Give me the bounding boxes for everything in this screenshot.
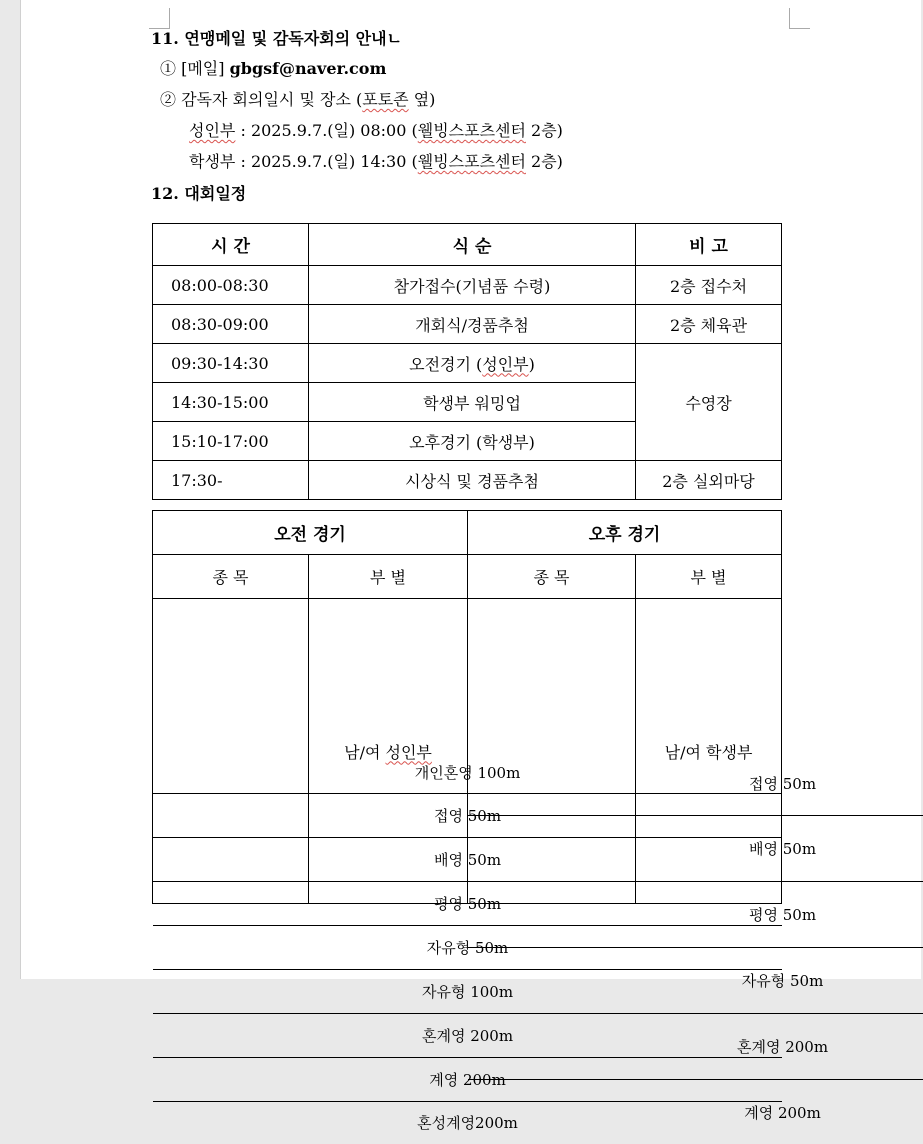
student-meeting-line bbox=[189, 152, 563, 172]
afternoon-events-list bbox=[468, 751, 923, 1144]
section11-title: 11. 연맹메일 및 감독자회의 안내ㄴ bbox=[151, 29, 402, 49]
morning-header: 오전 경기 bbox=[153, 511, 468, 555]
list-item: 혼계영 200m bbox=[153, 1013, 782, 1057]
row-time: 08:00-08:30 bbox=[153, 266, 309, 305]
crop-mark-top-right bbox=[789, 8, 810, 29]
row-item bbox=[309, 344, 636, 383]
morning-events-cell bbox=[153, 599, 309, 904]
morning-division-name: 성인부 bbox=[386, 743, 432, 762]
row-note: 2층 실외마당 bbox=[636, 461, 782, 500]
events-body-row bbox=[153, 599, 782, 904]
meeting-title-pre: ② 감독자 회의일시 및 장소 ( bbox=[160, 90, 362, 109]
adult-label: 성인부 bbox=[189, 121, 235, 140]
list-item: 계영 200m bbox=[468, 1080, 923, 1144]
student-floor: 2층) bbox=[526, 152, 563, 171]
morning-col-event: 종 목 bbox=[153, 555, 309, 599]
row-time: 09:30-14:30 bbox=[153, 344, 309, 383]
table-row bbox=[153, 305, 782, 344]
row-item-pre: 오전경기 ( bbox=[409, 355, 482, 374]
row-time: 17:30- bbox=[153, 461, 309, 500]
header-program: 식 순 bbox=[309, 224, 636, 266]
student-venue: 웰빙스포츠센터 bbox=[418, 152, 526, 171]
list-item: 배영 50m bbox=[468, 816, 923, 882]
table-row bbox=[153, 266, 782, 305]
row-note: 2층 체육관 bbox=[636, 305, 782, 344]
mail-line bbox=[160, 59, 386, 79]
meeting-title-post: 옆) bbox=[409, 90, 436, 109]
row-time: 14:30-15:00 bbox=[153, 383, 309, 422]
row-item: 오후경기 (학생부) bbox=[309, 422, 636, 461]
schedule-header-row bbox=[153, 224, 782, 266]
header-time: 시 간 bbox=[153, 224, 309, 266]
adult-meeting-line bbox=[189, 121, 563, 141]
morning-division-pre: 남/여 bbox=[344, 743, 385, 762]
row-note: 2층 접수처 bbox=[636, 266, 782, 305]
row-time: 15:10-17:00 bbox=[153, 422, 309, 461]
list-item: 자유형 100m bbox=[153, 969, 782, 1013]
row-item: 참가접수(기념품 수령) bbox=[309, 266, 636, 305]
row-item: 개회식/경품추첨 bbox=[309, 305, 636, 344]
section12-title: 12. 대회일정 bbox=[151, 184, 246, 204]
adult-info: : 2025.9.7.(일) 08:00 ( bbox=[235, 121, 417, 140]
afternoon-events-cell bbox=[468, 599, 636, 904]
meeting-title-spot: 포토존 bbox=[362, 90, 408, 109]
row-item: 시상식 및 경품추첨 bbox=[309, 461, 636, 500]
afternoon-col-division: 부 별 bbox=[636, 555, 782, 599]
table-row bbox=[153, 461, 782, 500]
row-item-post: ) bbox=[529, 355, 535, 374]
adult-venue: 웰빙스포츠센터 bbox=[418, 121, 526, 140]
mail-prefix: ① [메일] bbox=[160, 59, 224, 78]
afternoon-header: 오후 경기 bbox=[468, 511, 782, 555]
morning-col-division: 부 별 bbox=[309, 555, 468, 599]
crop-mark-top-left bbox=[149, 8, 170, 29]
row-time: 08:30-09:00 bbox=[153, 305, 309, 344]
student-label: 학생부 bbox=[189, 152, 235, 171]
schedule-table bbox=[152, 223, 782, 500]
adult-floor: 2층) bbox=[526, 121, 563, 140]
list-item: 접영 50m bbox=[468, 751, 923, 816]
events-table bbox=[152, 510, 782, 904]
row-item: 학생부 워밍업 bbox=[309, 383, 636, 422]
events-subheader-row bbox=[153, 555, 782, 599]
list-item: 계영 200m bbox=[153, 1057, 782, 1101]
student-info: : 2025.9.7.(일) 14:30 ( bbox=[235, 152, 417, 171]
row-note-merged: 수영장 bbox=[636, 344, 782, 461]
events-header-row bbox=[153, 511, 782, 555]
list-item: 혼성계영200m bbox=[153, 1101, 782, 1144]
list-item: 접영 50m bbox=[153, 794, 782, 838]
afternoon-division: 남/여 학생부 bbox=[636, 599, 782, 904]
list-item: 배영 50m bbox=[153, 838, 782, 882]
document-page bbox=[20, 0, 921, 979]
list-item: 개인혼영 100m bbox=[153, 751, 782, 794]
row-item-division: 성인부 bbox=[482, 355, 528, 374]
list-item: 자유형 50m bbox=[153, 926, 782, 970]
list-item: 평영 50m bbox=[153, 882, 782, 926]
list-item: 자유형 50m bbox=[468, 948, 923, 1014]
mail-address[interactable]: gbgsf@naver.com bbox=[230, 59, 387, 78]
meeting-title-line bbox=[160, 90, 435, 110]
afternoon-col-event: 종 목 bbox=[468, 555, 636, 599]
list-item: 평영 50m bbox=[468, 882, 923, 948]
header-note: 비 고 bbox=[636, 224, 782, 266]
table-row bbox=[153, 344, 782, 383]
list-item: 혼계영 200m bbox=[468, 1014, 923, 1080]
